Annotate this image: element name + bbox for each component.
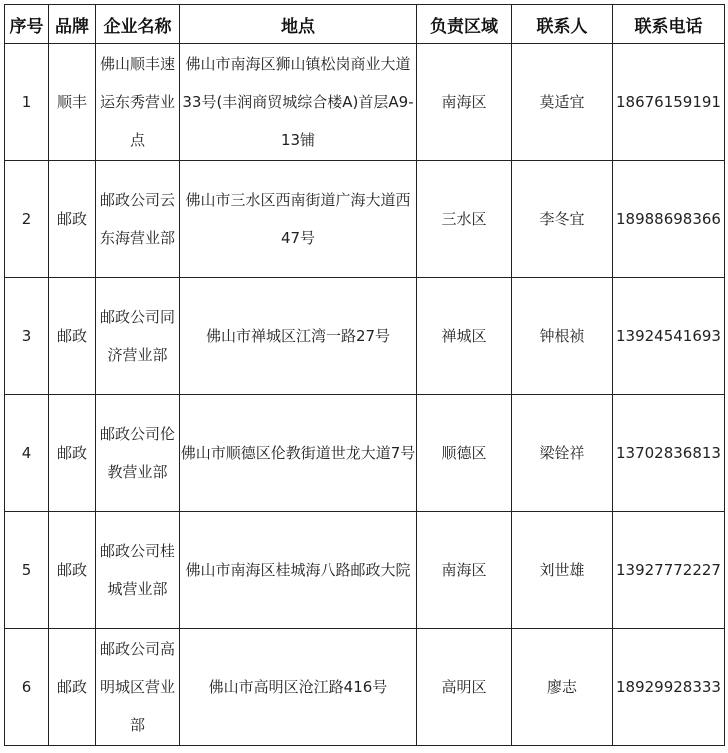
cell-company: 邮政公司桂城营业部 [96,512,180,629]
cell-region: 南海区 [417,512,512,629]
cell-address: 佛山市三水区西南街道广海大道西47号 [180,161,417,278]
cell-index: 5 [5,512,49,629]
header-contact: 联系人 [512,5,613,44]
cell-company: 邮政公司同济营业部 [96,278,180,395]
cell-contact: 廖志 [512,629,613,746]
cell-contact: 梁铨祥 [512,395,613,512]
cell-address: 佛山市南海区桂城海八路邮政大院 [180,512,417,629]
cell-region: 禅城区 [417,278,512,395]
cell-address: 佛山市高明区沧江路416号 [180,629,417,746]
cell-brand: 邮政 [49,629,96,746]
cell-company: 佛山顺丰速运东秀营业点 [96,44,180,161]
cell-index: 6 [5,629,49,746]
cell-index: 4 [5,395,49,512]
header-address: 地点 [180,5,417,44]
cell-phone: 18929928333 [613,629,725,746]
header-company: 企业名称 [96,5,180,44]
cell-phone: 13702836813 [613,395,725,512]
cell-address: 佛山市顺德区伦教街道世龙大道7号 [180,395,417,512]
cell-region: 顺德区 [417,395,512,512]
cell-contact: 钟根祯 [512,278,613,395]
cell-phone: 18676159191 [613,44,725,161]
table-row [5,161,725,278]
header-index: 序号 [5,5,49,44]
cell-address: 佛山市禅城区江湾一路27号 [180,278,417,395]
cell-brand: 顺丰 [49,44,96,161]
cell-company: 邮政公司云东海营业部 [96,161,180,278]
cell-contact: 李冬宜 [512,161,613,278]
cell-brand: 邮政 [49,395,96,512]
cell-company: 邮政公司伦教营业部 [96,395,180,512]
header-brand: 品牌 [49,5,96,44]
cell-region: 南海区 [417,44,512,161]
cell-brand: 邮政 [49,512,96,629]
cell-index: 2 [5,161,49,278]
header-region: 负责区域 [417,5,512,44]
cell-company: 邮政公司高明城区营业部 [96,629,180,746]
table-row [5,278,725,395]
cell-index: 3 [5,278,49,395]
cell-region: 三水区 [417,161,512,278]
table-row [5,512,725,629]
cell-region: 高明区 [417,629,512,746]
cell-address: 佛山市南海区狮山镇松岗商业大道33号(丰润商贸城综合楼A)首层A9-13铺 [180,44,417,161]
cell-phone: 13924541693 [613,278,725,395]
cell-contact: 刘世雄 [512,512,613,629]
cell-contact: 莫适宜 [512,44,613,161]
table-row [5,44,725,161]
header-phone: 联系电话 [613,5,725,44]
cell-phone: 13927772227 [613,512,725,629]
cell-index: 1 [5,44,49,161]
cell-brand: 邮政 [49,161,96,278]
header-row [5,5,725,44]
table-row [5,395,725,512]
contact-table [4,4,725,746]
cell-phone: 18988698366 [613,161,725,278]
cell-brand: 邮政 [49,278,96,395]
table-row [5,629,725,746]
